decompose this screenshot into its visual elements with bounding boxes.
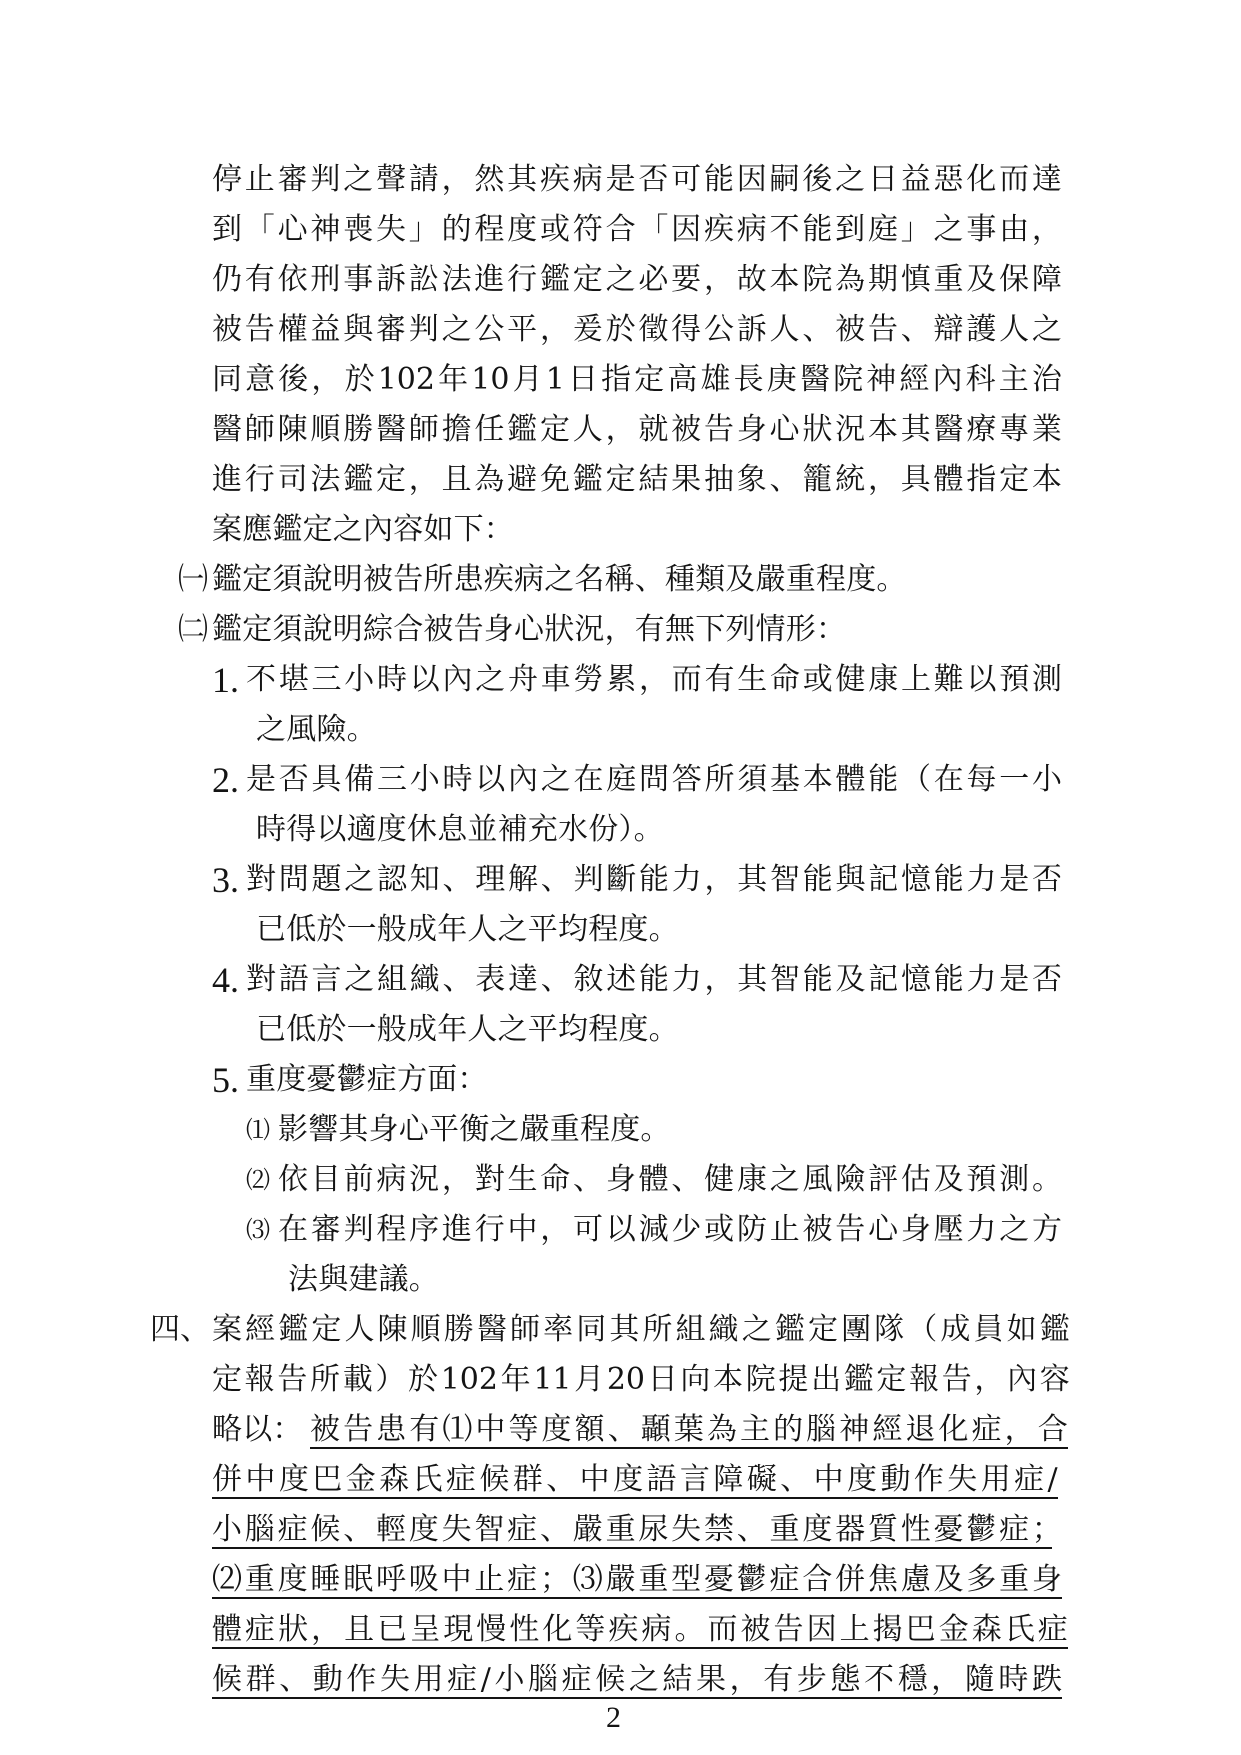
section-line-underlined: 候 群 、 動 作 失 用 症 / 小 腦 症 候 之 結 果 ， 有 步 態 不 穩 ， 隨 時 跌 [212,1662,1062,1697]
sub-item-number: 4. [212,960,239,1000]
section-line: 定 報 告 所 載 ） 於 102 年 11 月 20 日 向 本 院 提 出 鑑 定 報 告 ， 內 容 [212,1362,1070,1397]
item-one-text: 鑑定須說明被告所患疾病之名稱、種類及嚴重程度。 [212,562,907,597]
section-line-underlined: ⑵ 重 度 睡 眠 呼 吸 中 止 症 ； ⑶ 嚴 重 型 憂 鬱 症 合 併 焦 慮 及 多 重 身 [212,1562,1062,1597]
section-line-underlined: 小 腦 症 候 、 輕 度 失 智 症 、 嚴 重 尿 失 禁 、 重 度 器 質 性 憂 鬱 症 ； [212,1512,1062,1547]
paragraph-line: 到 「 心 神 喪 失 」 的 程 度 或 符 合 「 因 疾 病 不 能 到 庭 」 之 事 由 ， [212,212,1062,247]
paragraph-line: 醫 師 陳 順 勝 醫 師 擔 任 鑑 定 人 ， 就 被 告 身 心 狀 況 本 其 醫 療 專 業 [212,412,1062,447]
section-marker: 四、 [150,1312,210,1347]
section-line-underlined: 併 中 度 巴 金 森 氏 症 候 群 、 中 度 語 言 障 礙 、 中 度 動 作 失 用 症 / [212,1462,1058,1497]
sub-item-line: 已低於一般成年人之平均程度。 [256,1012,679,1047]
sub-item-number: 1. [212,660,239,700]
sub-item-line: 是 否 具 備 三 小 時 以 內 之 在 庭 問 答 所 須 基 本 體 能 （ 在 每 一 小 [246,762,1062,797]
section-line: 案 經 鑑 定 人 陳 順 勝 醫 師 率 同 其 所 組 織 之 鑑 定 團 隊 （ 成 員 如 鑑 [212,1312,1070,1347]
paragraph-line: 同 意 後 ， 於 102 年 10 月 1 日 指 定 高 雄 長 庚 醫 院 神 經 內 科 主 治 [212,362,1062,397]
sub-item-line: 之風險。 [256,712,377,747]
section-line-underlined: 被 告 患 有 ⑴ 中 等 度 額 、 顳 葉 為 主 的 腦 神 經 退 化 症 ， 合 [310,1412,1068,1447]
item-marker: ㈠ [178,562,208,597]
sub-item-number: 5. [212,1060,239,1100]
section-line: 略以： [212,1412,303,1447]
sub-item-line: 對 語 言 之 組 織 、 表 達 、 敘 述 能 力 ， 其 智 能 及 記 憶 能 力 是 否 [246,962,1062,997]
sub-item-line: 時得以適度休息並補充水份）。 [256,812,664,847]
sub-item-line: 對 問 題 之 認 知 、 理 解 、 判 斷 能 力 ， 其 智 能 與 記 憶 能 力 是 否 [246,862,1062,897]
item-marker: ㈡ [178,612,208,647]
page-number: 2 [606,1701,621,1734]
underline [212,1597,1062,1599]
sub-item-line: 已低於一般成年人之平均程度。 [256,912,679,947]
paragraph-line: 停 止 審 判 之 聲 請 ， 然 其 疾 病 是 否 可 能 因 嗣 後 之 日 益 惡 化 而 達 [212,162,1062,197]
paragraph-line: 被 告 權 益 與 審 判 之 公 平 ， 爰 於 徵 得 公 訴 人 、 被 告 、 辯 護 人 之 [212,312,1062,347]
item-two-text: 鑑定須說明綜合被告身心狀況，有無下列情形： [212,612,847,647]
sub-sub-item-marker: ⑴ [246,1116,270,1144]
sub-item-line: 不 堪 三 小 時 以 內 之 舟 車 勞 累 ， 而 有 生 命 或 健 康 上 難 以 預 測 [246,662,1062,697]
sub-sub-item-line: 影響其身心平衡之嚴重程度。 [278,1112,671,1147]
sub-item-number: 2. [212,760,239,800]
paragraph-line: 案應鑑定之內容如下： [212,512,514,547]
underline [212,1497,1058,1499]
sub-sub-item-marker: ⑵ [246,1166,270,1194]
sub-sub-item-line: 在 審 判 程 序 進 行 中 ， 可 以 減 少 或 防 止 被 告 心 身 壓 力 之 方 [278,1212,1062,1247]
paragraph-line: 進 行 司 法 鑑 定 ， 且 為 避 免 鑑 定 結 果 抽 象 、 籠 統 ， 具 體 指 定 本 [212,462,1062,497]
paragraph-line: 仍 有 依 刑 事 訴 訟 法 進 行 鑑 定 之 必 要 ， 故 本 院 為 期 慎 重 及 保 障 [212,262,1062,297]
underline [212,1697,1062,1699]
sub-item-number: 3. [212,860,239,900]
underline [212,1547,1052,1549]
underline [212,1647,1068,1649]
sub-sub-item-line: 法與建議。 [288,1262,439,1297]
underline [310,1447,1068,1449]
section-line-underlined: 體 症 狀 ， 且 已 呈 現 慢 性 化 等 疾 病 。 而 被 告 因 上 揭 巴 金 森 氏 症 [212,1612,1068,1647]
sub-item-line: 重度憂鬱症方面： [246,1062,488,1097]
sub-sub-item-line: 依 目 前 病 況 ， 對 生 命 、 身 體 、 健 康 之 風 險 評 估 及 預 測 。 [278,1162,1062,1197]
sub-sub-item-marker: ⑶ [246,1216,270,1244]
